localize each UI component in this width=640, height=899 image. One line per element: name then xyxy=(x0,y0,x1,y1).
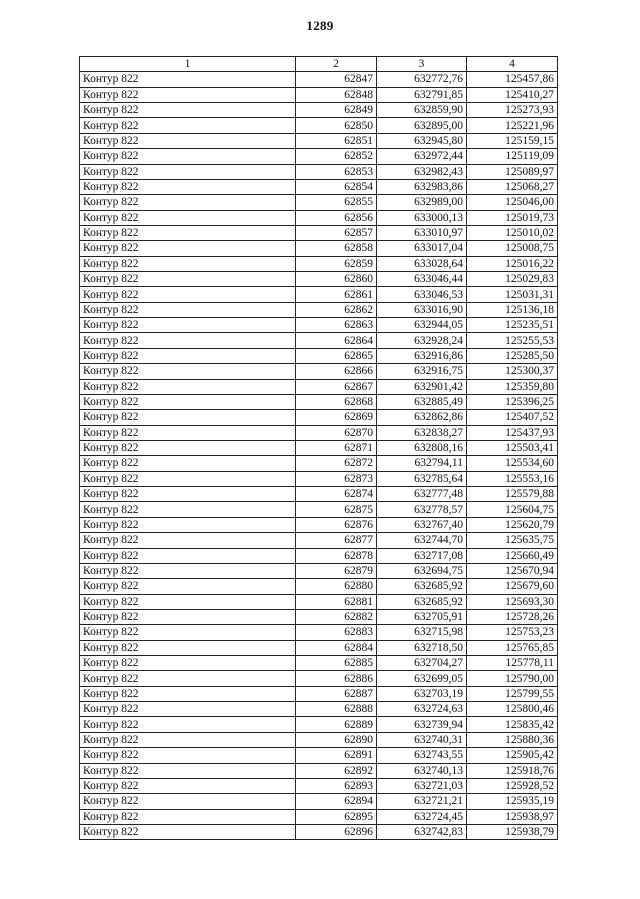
contour-name-cell: Контур 822 xyxy=(80,410,296,425)
x-coordinate-cell: 632785,64 xyxy=(377,471,467,486)
x-coordinate-cell: 633028,64 xyxy=(377,256,467,271)
point-number-cell: 62882 xyxy=(296,609,377,624)
y-coordinate-cell: 125410,27 xyxy=(467,87,558,102)
contour-name-cell: Контур 822 xyxy=(80,686,296,701)
table-header xyxy=(80,57,558,72)
table-row xyxy=(80,133,558,148)
point-number-cell: 62876 xyxy=(296,517,377,532)
contour-name-cell: Контур 822 xyxy=(80,717,296,732)
contour-name-cell: Контур 822 xyxy=(80,210,296,225)
y-coordinate-cell: 125728,26 xyxy=(467,609,558,624)
table-row xyxy=(80,333,558,348)
x-coordinate-cell: 632685,92 xyxy=(377,594,467,609)
point-number-cell: 62865 xyxy=(296,348,377,363)
y-coordinate-cell: 125016,22 xyxy=(467,256,558,271)
table-row xyxy=(80,241,558,256)
x-coordinate-cell: 632944,05 xyxy=(377,318,467,333)
point-number-cell: 62879 xyxy=(296,563,377,578)
x-coordinate-cell: 632895,00 xyxy=(377,118,467,133)
y-coordinate-cell: 125620,79 xyxy=(467,517,558,532)
table-row xyxy=(80,502,558,517)
table-row xyxy=(80,579,558,594)
contour-name-cell: Контур 822 xyxy=(80,364,296,379)
contour-name-cell: Контур 822 xyxy=(80,272,296,287)
y-coordinate-cell: 125300,37 xyxy=(467,364,558,379)
contour-name-cell: Контур 822 xyxy=(80,72,296,87)
point-number-cell: 62874 xyxy=(296,487,377,502)
point-number-cell: 62886 xyxy=(296,671,377,686)
y-coordinate-cell: 125008,75 xyxy=(467,241,558,256)
x-coordinate-cell: 632740,31 xyxy=(377,732,467,747)
table-row xyxy=(80,440,558,455)
point-number-cell: 62852 xyxy=(296,149,377,164)
x-coordinate-cell: 633016,90 xyxy=(377,302,467,317)
y-coordinate-cell: 125119,09 xyxy=(467,149,558,164)
contour-name-cell: Контур 822 xyxy=(80,440,296,455)
table-row xyxy=(80,364,558,379)
contour-name-cell: Контур 822 xyxy=(80,195,296,210)
y-coordinate-cell: 125437,93 xyxy=(467,425,558,440)
contour-name-cell: Контур 822 xyxy=(80,256,296,271)
y-coordinate-cell: 125285,50 xyxy=(467,348,558,363)
column-header-contour: 1 xyxy=(80,57,296,72)
y-coordinate-cell: 125273,93 xyxy=(467,103,558,118)
point-number-cell: 62854 xyxy=(296,179,377,194)
y-coordinate-cell: 125660,49 xyxy=(467,548,558,563)
contour-name-cell: Контур 822 xyxy=(80,179,296,194)
y-coordinate-cell: 125046,00 xyxy=(467,195,558,210)
x-coordinate-cell: 632989,00 xyxy=(377,195,467,210)
x-coordinate-cell: 632838,27 xyxy=(377,425,467,440)
table-row xyxy=(80,179,558,194)
point-number-cell: 62895 xyxy=(296,809,377,824)
y-coordinate-cell: 125670,94 xyxy=(467,563,558,578)
x-coordinate-cell: 632767,40 xyxy=(377,517,467,532)
table-row xyxy=(80,72,558,87)
table-row xyxy=(80,318,558,333)
column-header-x-coordinate: 3 xyxy=(377,57,467,72)
contour-name-cell: Контур 822 xyxy=(80,748,296,763)
point-number-cell: 62887 xyxy=(296,686,377,701)
y-coordinate-cell: 125693,30 xyxy=(467,594,558,609)
contour-name-cell: Контур 822 xyxy=(80,763,296,778)
point-number-cell: 62889 xyxy=(296,717,377,732)
x-coordinate-cell: 632972,44 xyxy=(377,149,467,164)
x-coordinate-cell: 632859,90 xyxy=(377,103,467,118)
y-coordinate-cell: 125935,19 xyxy=(467,794,558,809)
y-coordinate-cell: 125235,51 xyxy=(467,318,558,333)
x-coordinate-cell: 632901,42 xyxy=(377,379,467,394)
y-coordinate-cell: 125136,18 xyxy=(467,302,558,317)
point-number-cell: 62881 xyxy=(296,594,377,609)
y-coordinate-cell: 125800,46 xyxy=(467,702,558,717)
contour-name-cell: Контур 822 xyxy=(80,379,296,394)
table-row xyxy=(80,748,558,763)
table-row xyxy=(80,256,558,271)
y-coordinate-cell: 125679,60 xyxy=(467,579,558,594)
x-coordinate-cell: 632982,43 xyxy=(377,164,467,179)
point-number-cell: 62858 xyxy=(296,241,377,256)
point-number-cell: 62867 xyxy=(296,379,377,394)
point-number-cell: 62864 xyxy=(296,333,377,348)
point-number-cell: 62891 xyxy=(296,748,377,763)
table-row xyxy=(80,517,558,532)
table-row xyxy=(80,778,558,793)
point-number-cell: 62855 xyxy=(296,195,377,210)
y-coordinate-cell: 125799,55 xyxy=(467,686,558,701)
x-coordinate-cell: 632739,94 xyxy=(377,717,467,732)
y-coordinate-cell: 125407,52 xyxy=(467,410,558,425)
x-coordinate-cell: 632916,86 xyxy=(377,348,467,363)
x-coordinate-cell: 632740,13 xyxy=(377,763,467,778)
contour-name-cell: Контур 822 xyxy=(80,809,296,824)
contour-name-cell: Контур 822 xyxy=(80,149,296,164)
table-row xyxy=(80,118,558,133)
point-number-cell: 62871 xyxy=(296,440,377,455)
contour-name-cell: Контур 822 xyxy=(80,394,296,409)
table-row xyxy=(80,103,558,118)
table-row xyxy=(80,225,558,240)
table-row xyxy=(80,533,558,548)
point-number-cell: 62870 xyxy=(296,425,377,440)
table-row xyxy=(80,794,558,809)
y-coordinate-cell: 125457,86 xyxy=(467,72,558,87)
point-number-cell: 62884 xyxy=(296,640,377,655)
point-number-cell: 62861 xyxy=(296,287,377,302)
table-row xyxy=(80,348,558,363)
x-coordinate-cell: 632705,91 xyxy=(377,609,467,624)
table-row xyxy=(80,164,558,179)
contour-name-cell: Контур 822 xyxy=(80,487,296,502)
x-coordinate-cell: 633017,04 xyxy=(377,241,467,256)
y-coordinate-cell: 125089,97 xyxy=(467,164,558,179)
x-coordinate-cell: 632724,45 xyxy=(377,809,467,824)
contour-name-cell: Контур 822 xyxy=(80,625,296,640)
table-row xyxy=(80,625,558,640)
table-row xyxy=(80,763,558,778)
table-row xyxy=(80,656,558,671)
point-number-cell: 62892 xyxy=(296,763,377,778)
table-row xyxy=(80,87,558,102)
contour-name-cell: Контур 822 xyxy=(80,548,296,563)
contour-name-cell: Контур 822 xyxy=(80,656,296,671)
x-coordinate-cell: 633000,13 xyxy=(377,210,467,225)
x-coordinate-cell: 632718,50 xyxy=(377,640,467,655)
point-number-cell: 62856 xyxy=(296,210,377,225)
x-coordinate-cell: 632742,83 xyxy=(377,824,467,839)
x-coordinate-cell: 632743,55 xyxy=(377,748,467,763)
y-coordinate-cell: 125534,60 xyxy=(467,456,558,471)
point-number-cell: 62880 xyxy=(296,579,377,594)
table-row xyxy=(80,195,558,210)
point-number-cell: 62868 xyxy=(296,394,377,409)
point-number-cell: 62869 xyxy=(296,410,377,425)
x-coordinate-cell: 632721,21 xyxy=(377,794,467,809)
y-coordinate-cell: 125019,73 xyxy=(467,210,558,225)
x-coordinate-cell: 632916,75 xyxy=(377,364,467,379)
table-body xyxy=(80,72,558,840)
x-coordinate-cell: 632885,49 xyxy=(377,394,467,409)
table-row xyxy=(80,379,558,394)
table-row xyxy=(80,287,558,302)
y-coordinate-cell: 125553,16 xyxy=(467,471,558,486)
table-row xyxy=(80,563,558,578)
contour-name-cell: Контур 822 xyxy=(80,594,296,609)
y-coordinate-cell: 125918,76 xyxy=(467,763,558,778)
point-number-cell: 62873 xyxy=(296,471,377,486)
point-number-cell: 62875 xyxy=(296,502,377,517)
y-coordinate-cell: 125938,79 xyxy=(467,824,558,839)
x-coordinate-cell: 632862,86 xyxy=(377,410,467,425)
x-coordinate-cell: 632791,85 xyxy=(377,87,467,102)
contour-name-cell: Контур 822 xyxy=(80,502,296,517)
point-number-cell: 62860 xyxy=(296,272,377,287)
point-number-cell: 62883 xyxy=(296,625,377,640)
coordinates-table xyxy=(79,56,558,840)
y-coordinate-cell: 125255,53 xyxy=(467,333,558,348)
contour-name-cell: Контур 822 xyxy=(80,794,296,809)
x-coordinate-cell: 632724,63 xyxy=(377,702,467,717)
x-coordinate-cell: 633010,97 xyxy=(377,225,467,240)
y-coordinate-cell: 125880,36 xyxy=(467,732,558,747)
table-row xyxy=(80,149,558,164)
table-row xyxy=(80,640,558,655)
x-coordinate-cell: 632717,08 xyxy=(377,548,467,563)
table-row xyxy=(80,425,558,440)
contour-name-cell: Контур 822 xyxy=(80,640,296,655)
x-coordinate-cell: 632704,27 xyxy=(377,656,467,671)
contour-name-cell: Контур 822 xyxy=(80,302,296,317)
y-coordinate-cell: 125928,52 xyxy=(467,778,558,793)
x-coordinate-cell: 632794,11 xyxy=(377,456,467,471)
point-number-cell: 62848 xyxy=(296,87,377,102)
contour-name-cell: Контур 822 xyxy=(80,225,296,240)
point-number-cell: 62849 xyxy=(296,103,377,118)
table-row xyxy=(80,732,558,747)
x-coordinate-cell: 632744,70 xyxy=(377,533,467,548)
contour-name-cell: Контур 822 xyxy=(80,517,296,532)
contour-name-cell: Контур 822 xyxy=(80,778,296,793)
contour-name-cell: Контур 822 xyxy=(80,671,296,686)
x-coordinate-cell: 632772,76 xyxy=(377,72,467,87)
point-number-cell: 62857 xyxy=(296,225,377,240)
column-header-y-coordinate: 4 xyxy=(467,57,558,72)
x-coordinate-cell: 632945,80 xyxy=(377,133,467,148)
point-number-cell: 62872 xyxy=(296,456,377,471)
x-coordinate-cell: 632694,75 xyxy=(377,563,467,578)
contour-name-cell: Контур 822 xyxy=(80,287,296,302)
x-coordinate-cell: 632715,98 xyxy=(377,625,467,640)
y-coordinate-cell: 125753,23 xyxy=(467,625,558,640)
y-coordinate-cell: 125938,97 xyxy=(467,809,558,824)
table-row xyxy=(80,594,558,609)
contour-name-cell: Контур 822 xyxy=(80,609,296,624)
contour-name-cell: Контур 822 xyxy=(80,241,296,256)
point-number-cell: 62866 xyxy=(296,364,377,379)
x-coordinate-cell: 633046,44 xyxy=(377,272,467,287)
contour-name-cell: Контур 822 xyxy=(80,425,296,440)
point-number-cell: 62888 xyxy=(296,702,377,717)
y-coordinate-cell: 125029,83 xyxy=(467,272,558,287)
contour-name-cell: Контур 822 xyxy=(80,702,296,717)
point-number-cell: 62859 xyxy=(296,256,377,271)
y-coordinate-cell: 125159,15 xyxy=(467,133,558,148)
table-row xyxy=(80,487,558,502)
y-coordinate-cell: 125221,96 xyxy=(467,118,558,133)
x-coordinate-cell: 632928,24 xyxy=(377,333,467,348)
y-coordinate-cell: 125765,85 xyxy=(467,640,558,655)
point-number-cell: 62853 xyxy=(296,164,377,179)
table-row xyxy=(80,548,558,563)
table-row xyxy=(80,272,558,287)
table-row xyxy=(80,456,558,471)
page-number: 1289 xyxy=(306,18,334,33)
contour-name-cell: Контур 822 xyxy=(80,533,296,548)
contour-name-cell: Контур 822 xyxy=(80,732,296,747)
contour-name-cell: Контур 822 xyxy=(80,333,296,348)
contour-name-cell: Контур 822 xyxy=(80,471,296,486)
x-coordinate-cell: 632699,05 xyxy=(377,671,467,686)
header-row xyxy=(80,57,558,72)
point-number-cell: 62896 xyxy=(296,824,377,839)
x-coordinate-cell: 632685,92 xyxy=(377,579,467,594)
x-coordinate-cell: 632703,19 xyxy=(377,686,467,701)
table-row xyxy=(80,824,558,839)
y-coordinate-cell: 125790,00 xyxy=(467,671,558,686)
contour-name-cell: Контур 822 xyxy=(80,348,296,363)
y-coordinate-cell: 125604,75 xyxy=(467,502,558,517)
contour-name-cell: Контур 822 xyxy=(80,118,296,133)
point-number-cell: 62894 xyxy=(296,794,377,809)
contour-name-cell: Контур 822 xyxy=(80,103,296,118)
point-number-cell: 62885 xyxy=(296,656,377,671)
table-row xyxy=(80,686,558,701)
contour-name-cell: Контур 822 xyxy=(80,133,296,148)
y-coordinate-cell: 125835,42 xyxy=(467,717,558,732)
y-coordinate-cell: 125503,41 xyxy=(467,440,558,455)
y-coordinate-cell: 125031,31 xyxy=(467,287,558,302)
table-row xyxy=(80,394,558,409)
point-number-cell: 62878 xyxy=(296,548,377,563)
y-coordinate-cell: 125010,02 xyxy=(467,225,558,240)
x-coordinate-cell: 633046,53 xyxy=(377,287,467,302)
contour-name-cell: Контур 822 xyxy=(80,579,296,594)
table-row xyxy=(80,702,558,717)
y-coordinate-cell: 125359,80 xyxy=(467,379,558,394)
point-number-cell: 62862 xyxy=(296,302,377,317)
column-header-point-number: 2 xyxy=(296,57,377,72)
table-row xyxy=(80,302,558,317)
point-number-cell: 62863 xyxy=(296,318,377,333)
x-coordinate-cell: 632808,16 xyxy=(377,440,467,455)
table-row xyxy=(80,717,558,732)
contour-name-cell: Контур 822 xyxy=(80,563,296,578)
point-number-cell: 62890 xyxy=(296,732,377,747)
point-number-cell: 62877 xyxy=(296,533,377,548)
contour-name-cell: Контур 822 xyxy=(80,824,296,839)
x-coordinate-cell: 632777,48 xyxy=(377,487,467,502)
point-number-cell: 62850 xyxy=(296,118,377,133)
table-row xyxy=(80,809,558,824)
contour-name-cell: Контур 822 xyxy=(80,456,296,471)
y-coordinate-cell: 125068,27 xyxy=(467,179,558,194)
point-number-cell: 62893 xyxy=(296,778,377,793)
contour-name-cell: Контур 822 xyxy=(80,87,296,102)
table-row xyxy=(80,471,558,486)
point-number-cell: 62847 xyxy=(296,72,377,87)
table-row xyxy=(80,210,558,225)
contour-name-cell: Контур 822 xyxy=(80,318,296,333)
x-coordinate-cell: 632778,57 xyxy=(377,502,467,517)
y-coordinate-cell: 125905,42 xyxy=(467,748,558,763)
table-row xyxy=(80,671,558,686)
point-number-cell: 62851 xyxy=(296,133,377,148)
table-row xyxy=(80,410,558,425)
y-coordinate-cell: 125778,11 xyxy=(467,656,558,671)
y-coordinate-cell: 125579,88 xyxy=(467,487,558,502)
x-coordinate-cell: 632983,86 xyxy=(377,179,467,194)
contour-name-cell: Контур 822 xyxy=(80,164,296,179)
y-coordinate-cell: 125396,25 xyxy=(467,394,558,409)
x-coordinate-cell: 632721,03 xyxy=(377,778,467,793)
y-coordinate-cell: 125635,75 xyxy=(467,533,558,548)
table-row xyxy=(80,609,558,624)
